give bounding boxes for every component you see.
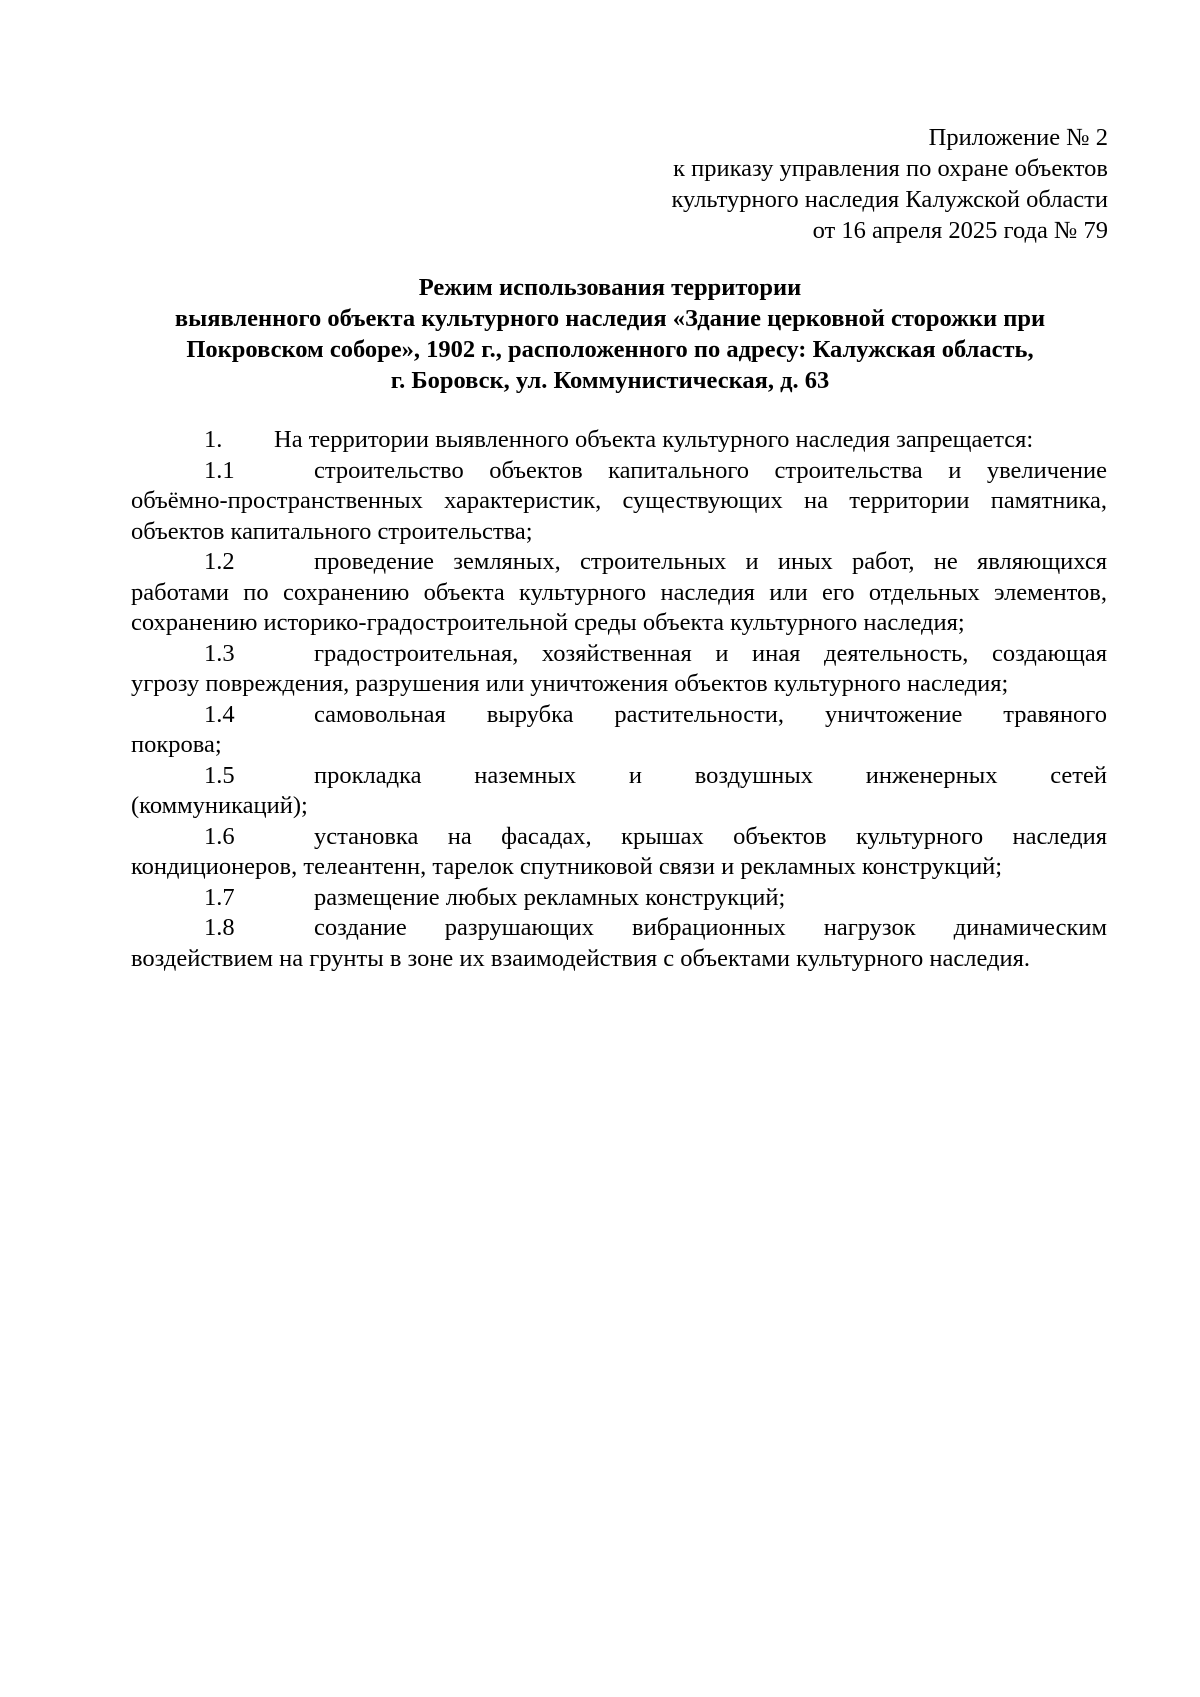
clause-number: 1. — [204, 426, 223, 453]
clause-text: На территории выявленного объекта культурного наследия запрещается: — [274, 426, 1034, 453]
clause-1-4 — [131, 700, 1107, 731]
clause-text-rest: (коммуникаций); — [131, 792, 308, 819]
clause-text-first-line: прокладка наземных и воздушных инженерных сетей — [314, 761, 1107, 789]
clause-number: 1.5 — [204, 761, 235, 789]
clause-1-4-continuation — [131, 730, 1107, 761]
title-line-4: г. Боровск, ул. Коммунистическая, д. 63 — [390, 367, 830, 394]
appendix-authority: культурного наследия Калужской области — [671, 186, 1108, 213]
clause-text-rest: воздействием на грунты в зоне их взаимодействия с объектами культурного наследия. — [131, 944, 1031, 972]
clause-1-6-continuation — [131, 852, 1107, 883]
clause-number: 1.4 — [204, 700, 235, 728]
clause-text-first-line: создание разрушающих вибрационных нагрузок динамическим — [314, 914, 1107, 941]
appendix-number: Приложение № 2 — [928, 124, 1108, 151]
clause-text-first-line: строительство объектов капитального строительства и увеличение — [314, 456, 1107, 484]
clause-text-rest: объёмно-пространственных характеристик, существующих на территории памятника, объектов капитального строительства; — [131, 487, 1107, 545]
appendix-order-ref: к приказу управления по охране объектов — [673, 155, 1108, 182]
clause-1-7 — [131, 883, 1107, 914]
clause-text-rest: покрова; — [131, 731, 222, 758]
clause-1-6 — [131, 822, 1107, 853]
clause-text-rest: работами по сохранению объекта культурного наследия или его отдельных элементов, сохранению историко-градостроительной среды объекта культурного наследия; — [131, 578, 1107, 636]
clause-text-first-line: размещение любых рекламных конструкций; — [314, 883, 786, 911]
appendix-date: от 16 апреля 2025 года № 79 — [812, 217, 1108, 244]
clause-1-8-continuation — [131, 944, 1107, 975]
title-line-1: Режим использования территории — [418, 274, 802, 301]
clause-1 — [131, 425, 1107, 456]
appendix-header — [671, 122, 1108, 246]
clause-number: 1.1 — [204, 456, 235, 484]
clause-1-1 — [131, 456, 1107, 487]
clause-1-5-continuation — [131, 791, 1107, 822]
clause-number: 1.8 — [204, 914, 235, 941]
clause-text-rest: кондиционеров, телеантенн, тарелок спутниковой связи и рекламных конструкций; — [131, 853, 1003, 880]
clause-text-rest: угрозу повреждения, разрушения или уничтожения объектов культурного наследия; — [131, 670, 1009, 697]
title-line-3: Покровском соборе», 1902 г., расположенного по адресу: Калужская область, — [186, 336, 1034, 363]
clause-text-first-line: самовольная вырубка растительности, уничтожение травяного — [314, 700, 1107, 728]
clause-number: 1.3 — [204, 639, 235, 667]
clause-1-2 — [131, 547, 1107, 578]
clause-1-5 — [131, 761, 1107, 792]
clause-number: 1.7 — [204, 883, 235, 911]
clause-1-2-continuation — [131, 578, 1107, 639]
clause-number: 1.6 — [204, 822, 235, 850]
clause-text-first-line: установка на фасадах, крышах объектов культурного наследия — [314, 822, 1107, 850]
clause-1-8 — [131, 913, 1107, 944]
clause-text-first-line: проведение земляных, строительных и иных работ, не являющихся — [314, 548, 1107, 575]
title-line-2: выявленного объекта культурного наследия «Здание церковной сторожки при — [174, 305, 1046, 332]
clause-1-1-continuation — [131, 486, 1107, 547]
document-body — [131, 425, 1107, 974]
clause-number: 1.2 — [204, 548, 235, 575]
document-title — [110, 272, 1110, 396]
clause-1-3-continuation — [131, 669, 1107, 700]
clause-text-first-line: градостроительная, хозяйственная и иная деятельность, создающая — [314, 639, 1107, 667]
clause-1-3 — [131, 639, 1107, 670]
